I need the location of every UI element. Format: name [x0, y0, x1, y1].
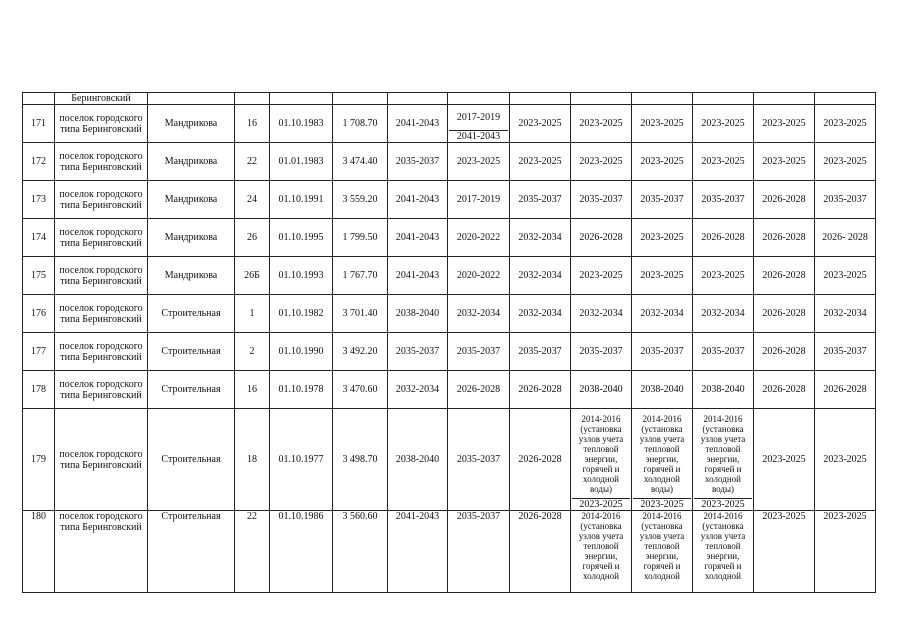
house-number: 18: [235, 409, 270, 511]
house-number: 26Б: [235, 257, 270, 295]
street-cell: Строительная: [148, 333, 235, 371]
period-cell: 2035-2037: [693, 181, 754, 219]
street-cell: Мандрикова: [148, 143, 235, 181]
street-cell: Строительная: [148, 511, 235, 593]
table-row: [23, 333, 876, 371]
period-cell: 2020-2022: [448, 257, 510, 295]
period-cell: 2035-2037: [693, 333, 754, 371]
period-cell: 2023-2025: [571, 257, 632, 295]
period-cell: 2041-2043: [388, 219, 448, 257]
period-cell: 2035-2037: [815, 181, 876, 219]
meter-split-cell: [693, 409, 754, 511]
house-number: 1: [235, 295, 270, 333]
period-cell: 2023-2025: [579, 499, 623, 510]
period-cell: 2023-2025: [815, 409, 876, 511]
period-cell: 2026-2028: [510, 409, 571, 511]
house-number: 24: [235, 181, 270, 219]
meter-note: 2014-2016 (установка узлов учета тепловой энергии, горячей и холодной воды): [694, 409, 752, 499]
period-cell: 2032-2034: [510, 295, 571, 333]
period-cell: 2023-2025: [701, 499, 745, 510]
period-cell: 2035-2037: [448, 333, 510, 371]
street-cell: Мандрикова: [148, 219, 235, 257]
period-cell: 2023-2025: [693, 143, 754, 181]
cell-empty: [754, 93, 815, 105]
commissioning-date: 01.10.1993: [270, 257, 333, 295]
period-cell: 2035-2037: [632, 181, 693, 219]
table-row: [23, 257, 876, 295]
commissioning-date: 01.01.1983: [270, 143, 333, 181]
cell-empty: [270, 93, 333, 105]
meter-note: 2014-2016 (установка узлов учета тепловой энергии, горячей и холодной: [639, 511, 685, 581]
period-cell: 2020-2022: [448, 219, 510, 257]
period-cell: 2038-2040: [388, 409, 448, 511]
period-cell: 2023-2025: [632, 219, 693, 257]
period-cell: 2026-2028: [815, 371, 876, 409]
settlement-cell: поселок городского типа Беринговский: [55, 511, 148, 593]
period-cell: 2026-2028: [693, 219, 754, 257]
meter-split-cell: [632, 409, 693, 511]
area-value: 3 560.60: [333, 511, 388, 593]
street-cell: Мандрикова: [148, 181, 235, 219]
period-cell: 2032-2034: [693, 295, 754, 333]
meter-split-cell: [571, 409, 632, 511]
settlement-cell: поселок городского типа Беринговский: [55, 181, 148, 219]
period-cell: 2017-2019: [448, 181, 510, 219]
period-cell: 2023-2025: [571, 105, 632, 143]
settlement-cell: поселок городского типа Беринговский: [55, 409, 148, 511]
period-cell: 2026-2028: [754, 257, 815, 295]
commissioning-date: 01.10.1982: [270, 295, 333, 333]
table-row: [23, 371, 876, 409]
period-cell: 2023-2025: [510, 105, 571, 143]
period-cell: 2038-2040: [388, 295, 448, 333]
period-cell: 2032-2034: [632, 295, 693, 333]
settlement-cell: поселок городского типа Беринговский: [55, 143, 148, 181]
period-cell: 2023-2025: [815, 257, 876, 295]
house-number: 2: [235, 333, 270, 371]
period-cell: 2032-2034: [815, 295, 876, 333]
commissioning-date: 01.10.1991: [270, 181, 333, 219]
cell-empty: [815, 93, 876, 105]
period-cell: 2041-2043: [388, 105, 448, 143]
cell-empty: [23, 93, 55, 105]
period-cell: 2023-2025: [640, 499, 684, 510]
commissioning-date: 01.10.1995: [270, 219, 333, 257]
period-cell: 2026-2028: [754, 333, 815, 371]
row-number: 174: [23, 219, 55, 257]
cell-empty: [693, 93, 754, 105]
period-cell: 2026-2028: [754, 219, 815, 257]
area-value: 3 559.20: [333, 181, 388, 219]
cell-empty: [235, 93, 270, 105]
house-number: 22: [235, 511, 270, 593]
period-cell: 2035-2037: [448, 511, 510, 593]
period-cell: 2032-2034: [388, 371, 448, 409]
period-cell: 2023-2025: [510, 143, 571, 181]
street-cell: Мандрикова: [148, 105, 235, 143]
period-split-cell: [448, 105, 510, 143]
period-cell: 2038-2040: [632, 371, 693, 409]
period-cell: 2032-2034: [510, 219, 571, 257]
period-cell: 2023-2025: [632, 143, 693, 181]
period-cell: 2026-2028: [510, 371, 571, 409]
table-row: [23, 105, 876, 143]
settlement-cell: Беринговский: [55, 93, 148, 105]
area-value: 3 470.60: [333, 371, 388, 409]
row-number: 173: [23, 181, 55, 219]
table-row: [23, 143, 876, 181]
street-cell: Мандрикова: [148, 257, 235, 295]
cell-empty: [632, 93, 693, 105]
period-cell: 2023-2025: [754, 105, 815, 143]
meter-note: 2014-2016 (установка узлов учета тепловой энергии, горячей и холодной воды): [633, 409, 691, 499]
meter-note-cell: [632, 511, 693, 593]
period-cell: 2026-2028: [448, 371, 510, 409]
settlement-cell: поселок городского типа Беринговский: [55, 333, 148, 371]
period-cell: 2035-2037: [571, 333, 632, 371]
area-value: 3 492.20: [333, 333, 388, 371]
period-cell: 2038-2040: [571, 371, 632, 409]
street-cell: Строительная: [148, 409, 235, 511]
settlement-cell: поселок городского типа Беринговский: [55, 295, 148, 333]
settlement-cell: поселок городского типа Беринговский: [55, 257, 148, 295]
commissioning-date: 01.10.1983: [270, 105, 333, 143]
period-cell: 2038-2040: [693, 371, 754, 409]
row-number: 179: [23, 409, 55, 511]
period-cell: 2023-2025: [693, 257, 754, 295]
house-number: 26: [235, 219, 270, 257]
repair-schedule-table: [22, 92, 876, 593]
meter-note-cell: [571, 511, 632, 593]
period-cell: 2023-2025: [632, 105, 693, 143]
period-cell: 2041-2043: [456, 131, 501, 142]
period-cell: 2023-2025: [632, 257, 693, 295]
settlement-cell: поселок городского типа Беринговский: [55, 105, 148, 143]
period-cell: 2032-2034: [448, 295, 510, 333]
cell-empty: [333, 93, 388, 105]
area-value: 1 799.50: [333, 219, 388, 257]
meter-note: 2014-2016 (установка узлов учета тепловой энергии, горячей и холодной воды): [572, 409, 630, 499]
period-cell: 2023-2025: [754, 511, 815, 593]
period-cell: 2035-2037: [815, 333, 876, 371]
period-cell: 2023-2025: [815, 105, 876, 143]
period-cell: 2023-2025: [815, 143, 876, 181]
period-cell: 2017-2019: [449, 105, 508, 131]
cell-empty: [148, 93, 235, 105]
cell-empty: [448, 93, 510, 105]
period-cell: 2023-2025: [693, 105, 754, 143]
period-cell: 2026-2028: [754, 371, 815, 409]
period-cell: 2026-2028: [571, 219, 632, 257]
period-cell: 2026- 2028: [815, 219, 876, 257]
row-number: 171: [23, 105, 55, 143]
row-number: 176: [23, 295, 55, 333]
area-value: 3 498.70: [333, 409, 388, 511]
table-row: [23, 511, 876, 593]
period-cell: 2023-2025: [815, 511, 876, 593]
period-cell: 2026-2028: [510, 511, 571, 593]
period-cell: 2035-2037: [388, 333, 448, 371]
cell-empty: [510, 93, 571, 105]
area-value: 1 708.70: [333, 105, 388, 143]
house-number: 22: [235, 143, 270, 181]
area-value: 1 767.70: [333, 257, 388, 295]
period-cell: 2032-2034: [510, 257, 571, 295]
row-number: 180: [23, 511, 55, 593]
row-number: 177: [23, 333, 55, 371]
house-number: 16: [235, 105, 270, 143]
period-cell: 2035-2037: [510, 181, 571, 219]
house-number: 16: [235, 371, 270, 409]
period-cell: 2035-2037: [571, 181, 632, 219]
period-cell: 2035-2037: [388, 143, 448, 181]
cell-empty: [571, 93, 632, 105]
settlement-cell: поселок городского типа Беринговский: [55, 371, 148, 409]
period-cell: 2023-2025: [754, 409, 815, 511]
row-number: 172: [23, 143, 55, 181]
meter-note: 2014-2016 (установка узлов учета тепловой энергии, горячей и холодной: [578, 511, 624, 581]
period-cell: 2035-2037: [632, 333, 693, 371]
commissioning-date: 01.10.1978: [270, 371, 333, 409]
street-cell: Строительная: [148, 295, 235, 333]
table-row: [23, 93, 876, 105]
table-row: [23, 219, 876, 257]
area-value: 3 701.40: [333, 295, 388, 333]
cell-empty: [388, 93, 448, 105]
row-number: 178: [23, 371, 55, 409]
row-number: 175: [23, 257, 55, 295]
period-cell: 2041-2043: [388, 511, 448, 593]
period-cell: 2035-2037: [510, 333, 571, 371]
period-cell: 2026-2028: [754, 295, 815, 333]
table-row: [23, 409, 876, 511]
street-cell: Строительная: [148, 371, 235, 409]
settlement-cell: поселок городского типа Беринговский: [55, 219, 148, 257]
meter-note-cell: [693, 511, 754, 593]
commissioning-date: 01.10.1990: [270, 333, 333, 371]
period-cell: 2023-2025: [571, 143, 632, 181]
area-value: 3 474.40: [333, 143, 388, 181]
table-row: [23, 181, 876, 219]
commissioning-date: 01.10.1977: [270, 409, 333, 511]
period-cell: 2035-2037: [448, 409, 510, 511]
table-row: [23, 295, 876, 333]
period-cell: 2032-2034: [571, 295, 632, 333]
period-cell: 2023-2025: [448, 143, 510, 181]
commissioning-date: 01.10.1986: [270, 511, 333, 593]
period-cell: 2023-2025: [754, 143, 815, 181]
meter-note: 2014-2016 (установка узлов учета тепловой энергии, горячей и холодной: [700, 511, 746, 581]
period-cell: 2041-2043: [388, 257, 448, 295]
period-cell: 2026-2028: [754, 181, 815, 219]
period-cell: 2041-2043: [388, 181, 448, 219]
